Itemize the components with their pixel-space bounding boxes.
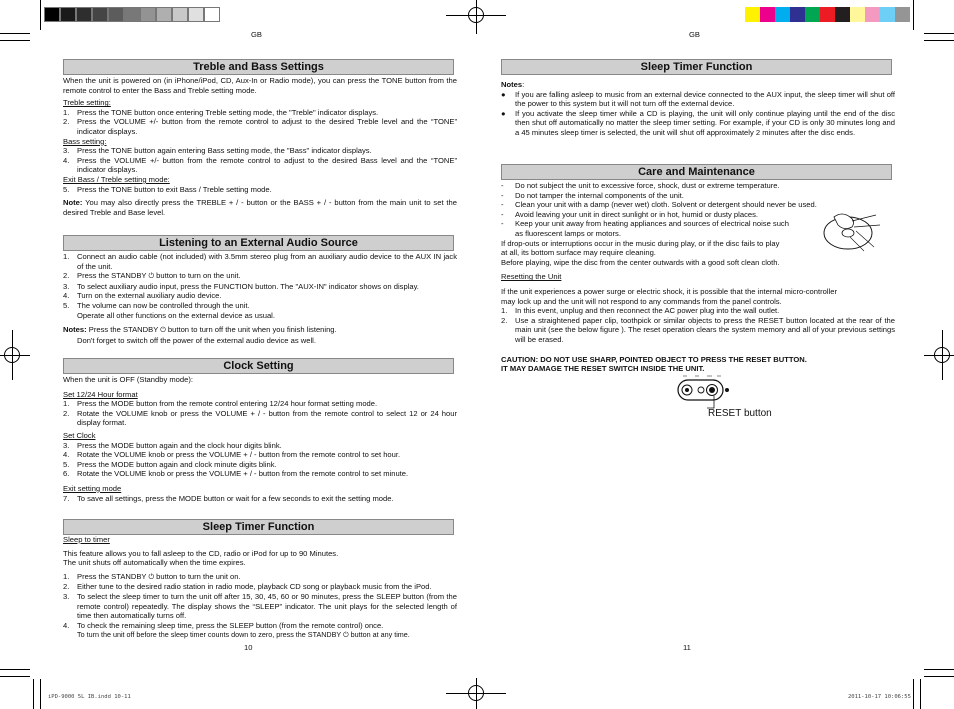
color-swatch: [790, 7, 805, 22]
registration-line: [942, 330, 943, 380]
list-item: 3. To select the sleep timer to turn the unit off after 15, 30, 45, 60 or 90 minutes, press the SLEEP button (from the remote control) repeatedly. The display shows the “SLEEP” indicator. The unit plays for the selected length of time then automatically turns off.: [63, 591, 457, 621]
crop-mark: [40, 0, 41, 30]
crop-mark: [33, 679, 34, 709]
gray-swatch: [44, 7, 60, 22]
list-item: - Do not tamper the internal components of the unit.: [501, 190, 684, 200]
clock-label-set: Set Clock: [63, 430, 96, 440]
list-item: - Do not subject the unit to excessive force, shock, dust or extreme temperature.: [501, 181, 780, 190]
list-item: ● If you activate the sleep timer while a CD is playing, the unit will only continue playing until the end of the disc then shut off automatically no matter the sleep timer setting. For example, if your CD is only 30 minutes long and a 45 minutes sleep timer is selected, the unit will shut off approximately 2 minutes after the disc ends.: [501, 108, 895, 137]
sleep-notes-section: [501, 80, 895, 138]
gray-swatch: [140, 7, 156, 22]
treble-intro: When the unit is powered on (in iPhone/iPod, CD, Aux-In or Radio mode), you can press the TONE button from the remote control to enter the Bass and Treble setting mode.: [63, 76, 457, 95]
gray-swatch: [204, 7, 220, 22]
registration-line: [476, 0, 477, 34]
crop-mark: [40, 679, 41, 709]
list-item: ● If you are falling asleep to music from an external device connected to the AUX input, the sleep timer will shut off the power to this system but it will not turn off the external device.: [501, 89, 895, 109]
footer-date: 2011-10-17 10:06:55: [848, 694, 911, 700]
reset-figure: [677, 374, 772, 424]
registration-line: [924, 355, 954, 356]
gray-swatch: [92, 7, 108, 22]
list-item: - Avoid leaving your unit in direct sunlight or in hot, humid or dusty places.: [501, 209, 758, 219]
color-swatch: [835, 7, 850, 22]
list-item: 2. Press the VOLUME +/- button from the remote control to adjust to the desired Treble level and the “TONE” indicator displays.: [63, 117, 457, 136]
registration-line: [12, 330, 13, 380]
aux-notes-cont: Don't forget to switch off the power of the external audio device as well.: [77, 335, 316, 345]
list-item: 7. To save all settings, press the MODE button or wait for a few seconds to exit the setting mode.: [63, 493, 394, 503]
bass-label: Bass setting:: [63, 136, 107, 146]
section-title-sleep-right: Sleep Timer Function: [501, 59, 892, 75]
treble-note: Note: You may also directly press the TREBLE + / - button or the BASS + / - button from the main unit to set the desired Treble and Base level.: [63, 198, 457, 217]
list-item: 1. Press the STANDBY ⏻ button to turn the unit on.: [63, 571, 241, 581]
gray-swatch: [156, 7, 172, 22]
power-icon: ⏻: [160, 327, 166, 335]
registration-line: [476, 678, 477, 709]
caution-2: IT MAY DAMAGE THE RESET SWITCH INSIDE THE UNIT.: [501, 364, 705, 374]
list-item: 5. Press the MODE button again and clock minute digits blink.: [63, 459, 277, 469]
sleep-p2: The unit shuts off automatically when the time expires.: [63, 558, 246, 568]
crop-mark: [924, 676, 954, 677]
power-icon: ⏻: [148, 573, 155, 581]
page-lang-left: GB: [251, 30, 262, 39]
power-icon: ⏻: [148, 273, 155, 281]
aux-section: [63, 252, 457, 345]
list-item: 3. Press the TONE button again entering Bass setting mode, the "Bass" indicator displays.: [63, 146, 372, 156]
color-swatch: [880, 7, 895, 22]
list-item: 6. Rotate the VOLUME knob or press the VOLUME + / - button from the remote control to set minute.: [63, 469, 409, 479]
color-swatch: [850, 7, 865, 22]
list-item: 1. Press the MODE button from the remote control entering 12/24 hour format setting mode.: [63, 399, 378, 409]
crop-mark: [924, 669, 954, 670]
clock-label-exit: Exit setting mode: [63, 483, 122, 493]
reset-intro1: If the unit experiences a power surge or electric shock, it is possible that the internal micro-controller: [501, 286, 837, 296]
gray-swatch: [108, 7, 124, 22]
section-title-treble-bass: Treble and Bass Settings: [63, 59, 454, 75]
list-item: 2. Rotate the VOLUME knob or press the VOLUME + / - button from the remote control to select 12 or 24 hour display format.: [63, 408, 457, 428]
reset-intro2: may lock up and the unit will not respond to any commands from the panel controls.: [501, 296, 782, 306]
list-item: 1. Connect an audio cable (not included) with 3.5mm stereo plug from an auxiliary audio device to the AUX IN jack of the unit.: [63, 252, 457, 271]
crop-mark: [913, 679, 914, 709]
gray-swatch-bar: [44, 7, 220, 22]
color-swatch: [760, 7, 775, 22]
care-p3: Before playing, wipe the disc from the center outwards with a good soft clean cloth.: [501, 257, 780, 267]
crop-mark: [0, 676, 30, 677]
reset-button-label: RESET button: [708, 408, 772, 419]
sleep-label: Sleep to timer: [63, 535, 110, 544]
list-item: 2. Either tune to the desired radio station in radio mode, playback CD song or playback music from the iPod.: [63, 582, 432, 592]
section-title-aux: Listening to an External Audio Source: [63, 235, 454, 251]
color-swatch: [745, 7, 760, 22]
color-swatch: [865, 7, 880, 22]
reset-label: Resetting the Unit: [501, 272, 562, 282]
clock-label-format: Set 12/24 Hour format: [63, 389, 138, 399]
gray-swatch: [76, 7, 92, 22]
page-number-right: 11: [683, 643, 691, 652]
power-icon: ⏻: [343, 632, 349, 640]
treble-label: Treble setting:: [63, 98, 111, 108]
gray-swatch: [172, 7, 188, 22]
crop-mark: [924, 40, 954, 41]
color-swatch: [895, 7, 910, 22]
list-item: 4. Press the VOLUME +/- button from the remote control to adjust to the desired Bass level and the “TONE” indicator displays.: [63, 155, 457, 175]
color-swatch: [805, 7, 820, 22]
section-title-sleep: Sleep Timer Function: [63, 519, 454, 535]
section-title-care: Care and Maintenance: [501, 164, 892, 180]
aux-notes: Notes: Press the STANDBY ⏻ button to turn off the unit when you finish listening.: [63, 325, 337, 335]
page-lang-right: GB: [689, 30, 700, 39]
registration-line: [0, 355, 30, 356]
crop-mark: [0, 40, 30, 41]
caution-1: CAUTION: DO NOT USE SHARP, POINTED OBJECT TO PRESS THE RESET BUTTON.: [501, 354, 807, 364]
gray-swatch: [60, 7, 76, 22]
gray-swatch: [124, 7, 140, 22]
sleep-s4b: To turn the unit off before the sleep timer counts down to zero, press the STANDBY ⏻ button at any time.: [77, 630, 410, 640]
color-swatch: [775, 7, 790, 22]
clock-section: [63, 375, 457, 503]
list-item: 5. Press the TONE button to exit Bass / Treble setting mode.: [63, 184, 272, 194]
color-swatch-bar: [745, 7, 910, 22]
list-item: 5. The volume can now be controlled through the unit. Operate all other functions on the external device as usual.: [63, 300, 275, 320]
list-item: 4. Rotate the VOLUME knob or press the VOLUME + / - button from the remote control to set hour.: [63, 450, 401, 460]
list-item: 4. To check the remaining sleep time, press the SLEEP button (from the remote control) once.: [63, 620, 384, 630]
list-item: 3. To select auxiliary audio input, press the FUNCTION button. The "AUX-IN" indicator shows on display.: [63, 281, 419, 291]
crop-mark: [0, 33, 30, 34]
crop-mark: [920, 679, 921, 709]
disc-cleaning-illustration: [814, 207, 886, 255]
clock-intro: When the unit is OFF (Standby mode):: [63, 375, 193, 384]
care-p2: at all, its bottom surface may require cleaning.: [501, 248, 656, 258]
color-swatch: [820, 7, 835, 22]
care-p1: If drop-outs or interruptions occur in the music during play, or if the disc fails to play: [501, 238, 780, 248]
sleep-notes-label: Notes:: [501, 80, 525, 89]
page-number-left: 10: [244, 643, 253, 652]
list-item: 4. Turn on the external auxiliary audio device.: [63, 291, 222, 301]
sleep-p1: This feature allows you to fall asleep to the CD, radio or iPod for up to 90 Minutes.: [63, 548, 339, 558]
footer-file: iPD-9000 5L IB.indd 10-11: [48, 694, 131, 700]
treble-section: [63, 76, 457, 217]
list-item: 2. Press the STANDBY ⏻ button to turn on the unit.: [63, 271, 241, 281]
sleep-section: [63, 535, 457, 641]
crop-mark: [913, 0, 914, 30]
section-title-clock: Clock Setting: [63, 358, 454, 374]
list-item: - Clean your unit with a damp (never wet) cloth. Solvent or detergent should never be used.: [501, 200, 817, 210]
list-item: 3. Press the MODE button again and the clock hour digits blink.: [63, 440, 282, 450]
exit-label: Exit Bass / Treble setting mode:: [63, 174, 170, 184]
crop-mark: [0, 669, 30, 670]
gray-swatch: [188, 7, 204, 22]
list-item: - Keep your unit away from heating appliances and sources of electrical noise such as fluorescent lamps or motors.: [501, 219, 789, 238]
list-item: 2. Use a straightened paper clip, toothpick or similar objects to press the RESET button located at the rear of the main unit (see the below figure ). The reset operation clears the system memory and all of your previous settings will be erased.: [501, 315, 895, 344]
crop-mark: [924, 33, 954, 34]
list-item: 1. In this event, unplug and then reconnect the AC power plug into the wall outlet.: [501, 306, 780, 316]
list-item: 1. Press the TONE button once entering Treble setting mode, the "Treble" indicator displays.: [63, 107, 379, 117]
